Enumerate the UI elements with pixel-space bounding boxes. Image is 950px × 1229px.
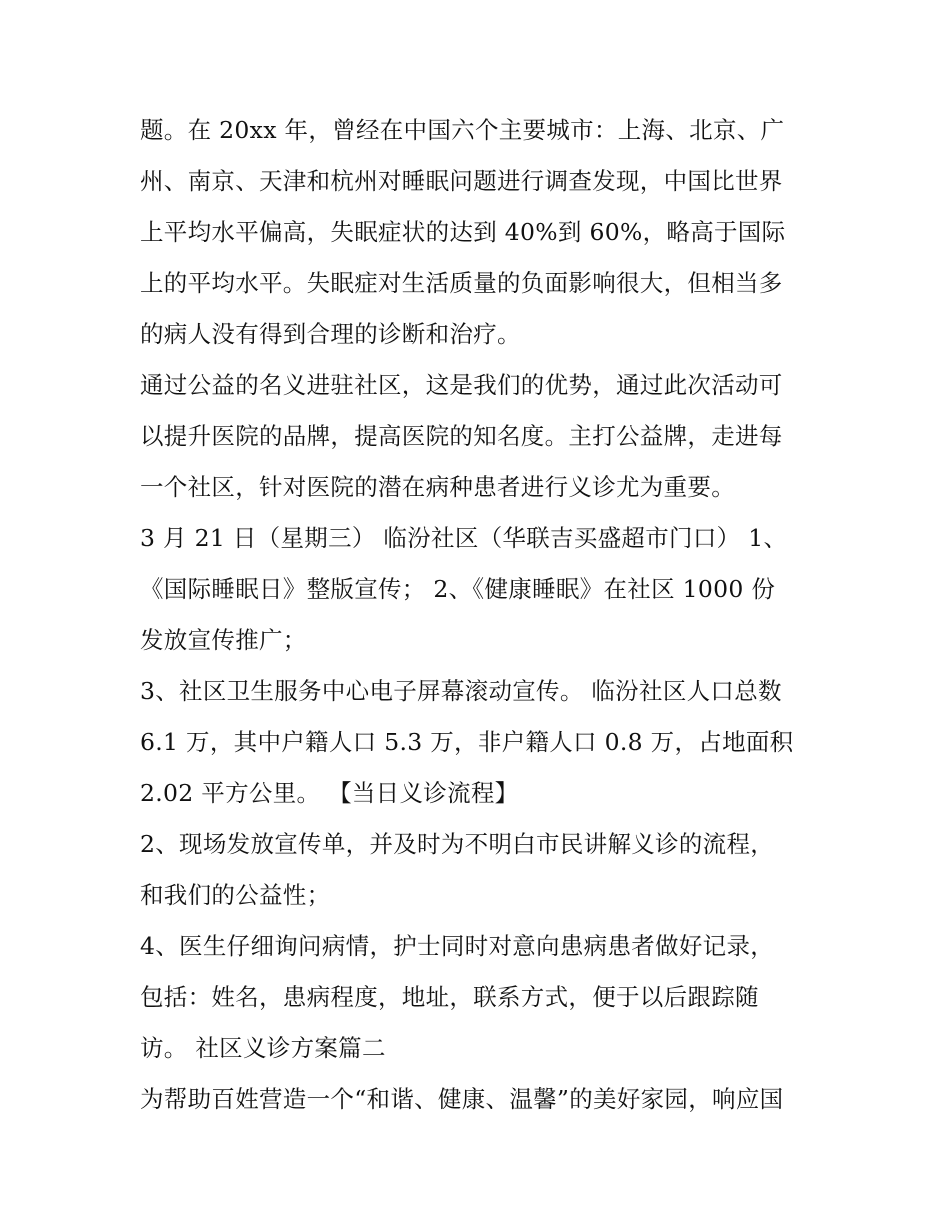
- text-line-3: 上平均水平偏高，失眠症状的达到 40%到 60%，略高于国际: [140, 218, 786, 246]
- document-body: [140, 105, 820, 1125]
- text-line-4: 上的平均水平。失眠症对生活质量的负面影响很大，但相当多: [140, 269, 783, 297]
- text-line-11: 发放宣传推广；: [140, 626, 307, 654]
- text-line-15: 2、现场发放宣传单，并及时为不明白市民讲解义诊的流程，: [140, 830, 775, 858]
- text-line-16: 和我们的公益性；: [140, 881, 331, 909]
- text-line-13: 6.1 万，其中户籍人口 5.3 万，非户籍人口 0.8 万，占地面积: [140, 728, 794, 756]
- text-line-12: 3、社区卫生服务中心电子屏幕滚动宣传。 临汾社区人口总数: [140, 677, 782, 705]
- text-line-18: 包括：姓名，患病程度，地址，联系方式，便于以后跟踪随: [140, 983, 759, 1011]
- text-line-8: 一个社区，针对医院的潜在病种患者进行义诊尤为重要。: [140, 473, 735, 501]
- text-line-2: 州、南京、天津和杭州对睡眠问题进行调查发现，中国比世界: [140, 167, 783, 195]
- text-line-14: 2.02 平方公里。 【当日义诊流程】: [140, 779, 519, 807]
- text-line-1: 题。在 20xx 年，曾经在中国六个主要城市：上海、北京、广: [140, 116, 785, 144]
- text-line-17: 4、医生仔细询问病情，护士同时对意向患病患者做好记录，: [140, 932, 775, 960]
- text-line-10: 《国际睡眠日》整版宣传； 2、《健康睡眠》在社区 1000 份: [140, 575, 776, 603]
- text-line-19: 访。 社区义诊方案篇二: [140, 1034, 386, 1062]
- text-line-9: 3 月 21 日（星期三） 临汾社区（华联吉买盛超市门口） 1、: [140, 524, 788, 552]
- text-line-20: 为帮助百姓营造一个“和谐、健康、温馨”的美好家园，响应国: [140, 1085, 784, 1113]
- text-line-6: 通过公益的名义进驻社区，这是我们的优势，通过此次活动可: [140, 371, 783, 399]
- text-line-7: 以提升医院的品牌，提高医院的知名度。主打公益牌，走进每: [140, 422, 783, 450]
- text-line-5: 的病人没有得到合理的诊断和治疗。: [140, 320, 521, 348]
